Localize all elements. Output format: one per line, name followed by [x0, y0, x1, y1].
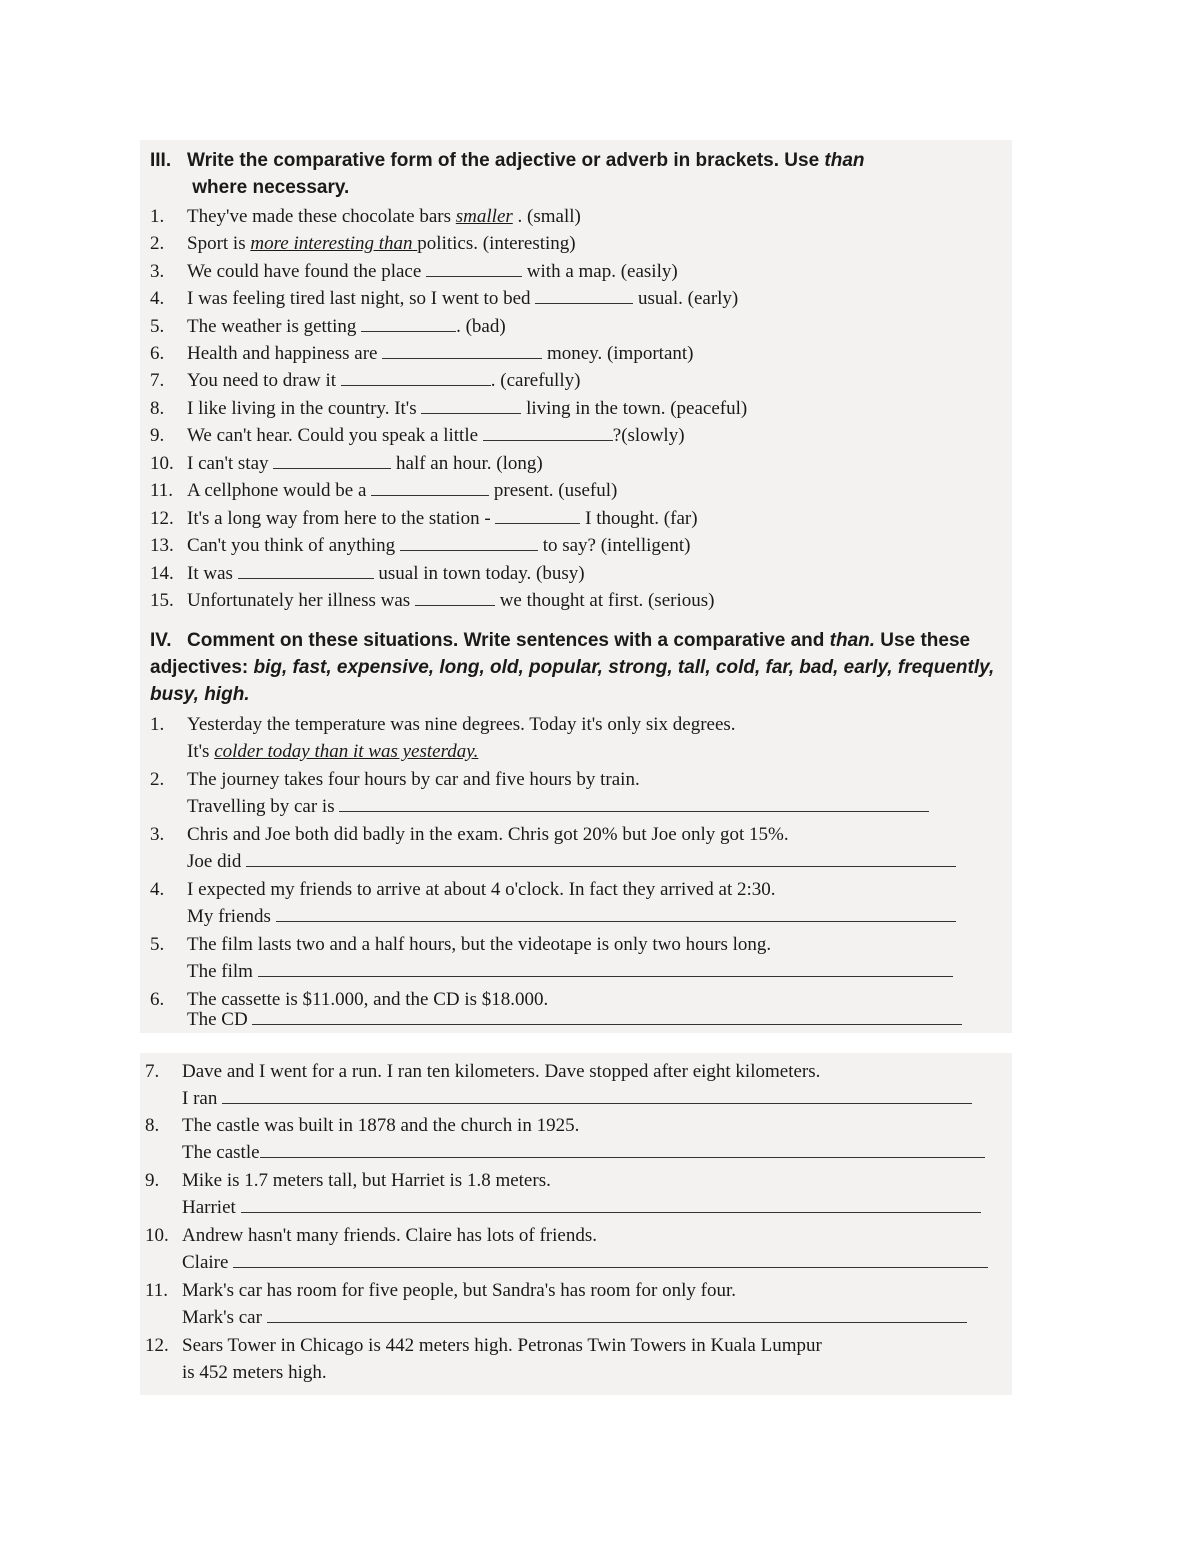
section-3-heading: III. Write the comparative form of the adjective or adverb in brackets. Use than where necessary. — [150, 147, 1005, 201]
answer-blank[interactable] — [382, 340, 542, 359]
situation-item: 10. Andrew hasn't many friends. Claire has lots of friends. — [145, 1225, 597, 1246]
situation-item: 2. The journey takes four hours by car and five hours by train. — [150, 769, 640, 790]
situation-item: 8. The castle was built in 1878 and the church in 1925. — [145, 1115, 580, 1136]
exercise-item: 1. They've made these chocolate bars smaller . (small) — [150, 206, 581, 227]
exercise-item: 6. Health and happiness are money. (important) — [150, 340, 693, 367]
answer-blank[interactable] — [241, 1194, 981, 1213]
exercise-item: 3. We could have found the place with a map. (easily) — [150, 258, 678, 285]
situation-item: 6. The cassette is $11.000, and the CD is $18.000. — [150, 989, 549, 1010]
answer-line: It's colder today than it was yesterday. — [187, 741, 479, 762]
situation-item: 12. Sears Tower in Chicago is 442 meters high. Petronas Twin Towers in Kuala Lumpur — [145, 1335, 822, 1356]
situation-item: 5. The film lasts two and a half hours, but the videotape is only two hours long. — [150, 934, 772, 955]
example-answer: smaller — [455, 206, 513, 227]
answer-blank[interactable] — [483, 422, 613, 441]
exercise-item: 10. I can't stay half an hour. (long) — [150, 450, 543, 477]
answer-blank[interactable] — [233, 1249, 988, 1268]
answer-blank[interactable] — [341, 367, 491, 386]
exercise-item: 11. A cellphone would be a present. (useful) — [150, 477, 617, 504]
answer-line: I ran — [182, 1085, 972, 1112]
answer-blank[interactable] — [535, 285, 633, 304]
answer-blank[interactable] — [258, 958, 953, 977]
answer-blank[interactable] — [421, 395, 521, 414]
answer-blank[interactable] — [252, 1006, 962, 1025]
example-answer: more interesting than — [250, 233, 418, 254]
answer-line: Harriet — [182, 1194, 981, 1221]
worksheet-page-top — [140, 140, 1012, 1033]
exercise-item: 14. It was usual in town today. (busy) — [150, 560, 585, 587]
answer-blank[interactable] — [339, 793, 929, 812]
exercise-item: 12. It's a long way from here to the station - I thought. (far) — [150, 505, 698, 532]
answer-blank[interactable] — [495, 505, 580, 524]
exercise-item: 8. I like living in the country. It's living in the town. (peaceful) — [150, 395, 747, 422]
section-number: IV. — [150, 630, 172, 651]
answer-line: My friends — [187, 903, 956, 930]
answer-blank[interactable] — [260, 1139, 985, 1158]
example-answer: colder today than it was yesterday. — [214, 741, 479, 762]
exercise-item: 9. We can't hear. Could you speak a little ?(slowly) — [150, 422, 685, 449]
answer-blank[interactable] — [361, 313, 456, 332]
answer-line: Joe did — [187, 848, 956, 875]
situation-item: 4. I expected my friends to arrive at about 4 o'clock. In fact they arrived at 2:30. — [150, 879, 776, 900]
answer-blank[interactable] — [415, 587, 495, 606]
exercise-item: 4. I was feeling tired last night, so I went to bed usual. (early) — [150, 285, 738, 312]
answer-blank[interactable] — [267, 1304, 967, 1323]
exercise-item: 5. The weather is getting . (bad) — [150, 313, 506, 340]
situation-item: 3. Chris and Joe both did badly in the exam. Chris got 20% but Joe only got 15%. — [150, 824, 789, 845]
situation-item: 1. Yesterday the temperature was nine degrees. Today it's only six degrees. — [150, 714, 736, 735]
answer-line: The film — [187, 958, 953, 985]
answer-blank[interactable] — [273, 450, 391, 469]
exercise-item: 7. You need to draw it . (carefully) — [150, 367, 580, 394]
answer-line: Mark's car — [182, 1304, 967, 1331]
answer-blank[interactable] — [400, 532, 538, 551]
situation-item: 9. Mike is 1.7 meters tall, but Harriet is 1.8 meters. — [145, 1170, 551, 1191]
answer-blank[interactable] — [276, 903, 956, 922]
section-number: III. — [150, 150, 172, 171]
answer-blank[interactable] — [426, 258, 522, 277]
answer-line: The castle — [182, 1139, 985, 1166]
answer-line: Travelling by car is — [187, 793, 929, 820]
section-4-heading: IV. Comment on these situations. Write sentences with a comparative and than. Use these adjectives: big, fast, expensive, long, old, popular, strong, tall, cold, far, bad, early, frequently, busy, high. — [150, 627, 1005, 708]
answer-blank[interactable] — [238, 560, 374, 579]
exercise-item: 2. Sport is more interesting than politics. (interesting) — [150, 233, 576, 254]
answer-line: Claire — [182, 1249, 988, 1276]
answer-blank[interactable] — [222, 1085, 972, 1104]
situation-item: 11. Mark's car has room for five people, but Sandra's has room for only four. — [145, 1280, 737, 1301]
exercise-item: 13. Can't you think of anything to say? (intelligent) — [150, 532, 690, 559]
situation-continued: is 452 meters high. — [182, 1362, 327, 1383]
answer-blank[interactable] — [371, 477, 489, 496]
exercise-item: 15. Unfortunately her illness was we thought at first. (serious) — [150, 587, 714, 614]
answer-line: The CD — [187, 1006, 962, 1033]
situation-item: 7. Dave and I went for a run. I ran ten kilometers. Dave stopped after eight kilometers. — [145, 1061, 821, 1082]
worksheet-page-bottom — [140, 1053, 1012, 1395]
answer-blank[interactable] — [246, 848, 956, 867]
